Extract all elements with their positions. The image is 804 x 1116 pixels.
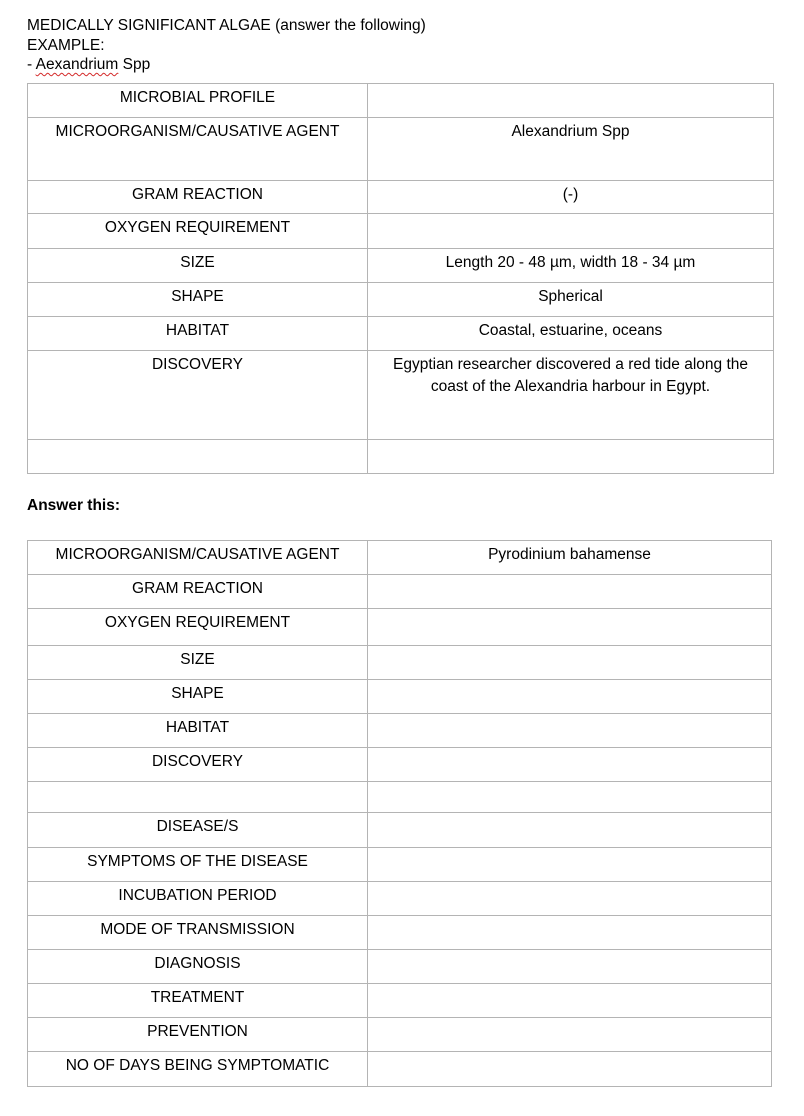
row-value[interactable]: [368, 1052, 772, 1087]
document-header: [27, 16, 426, 75]
table-row: [28, 646, 772, 680]
table-row: [28, 882, 772, 916]
row-label: SYMPTOMS OF THE DISEASE: [28, 848, 368, 882]
table-row: [28, 84, 774, 118]
table-row: [28, 714, 772, 748]
row-value[interactable]: Alexandrium Spp: [368, 118, 774, 181]
row-value[interactable]: [368, 813, 772, 848]
table-row: [28, 609, 772, 646]
row-value[interactable]: Pyrodinium bahamense: [368, 541, 772, 575]
example-organism-name: Aexandrium: [35, 56, 119, 73]
row-label: DISCOVERY: [28, 351, 368, 440]
row-label: OXYGEN REQUIREMENT: [28, 609, 368, 646]
table-row: [28, 984, 772, 1018]
row-label: INCUBATION PERIOD: [28, 882, 368, 916]
document-title: MEDICALLY SIGNIFICANT ALGAE (answer the following): [27, 17, 426, 34]
row-label: MICROORGANISM/CAUSATIVE AGENT: [28, 118, 368, 181]
row-value[interactable]: Length 20 - 48 µm, width 18 - 34 µm: [368, 249, 774, 283]
row-label: MODE OF TRANSMISSION: [28, 916, 368, 950]
row-value[interactable]: Egyptian researcher discovered a red tide along the coast of the Alexandria harbour in Egypt.: [368, 351, 774, 440]
row-label: TREATMENT: [28, 984, 368, 1018]
table-row: [28, 950, 772, 984]
row-value[interactable]: (-): [368, 181, 774, 214]
row-label: [28, 782, 368, 813]
answer-profile-table: [27, 540, 772, 1087]
table-row: [28, 848, 772, 882]
row-value[interactable]: [368, 714, 772, 748]
row-label: PREVENTION: [28, 1018, 368, 1052]
table-row: [28, 748, 772, 782]
row-value[interactable]: [368, 646, 772, 680]
row-label: [28, 440, 368, 474]
row-label: NO OF DAYS BEING SYMPTOMATIC: [28, 1052, 368, 1087]
row-label: GRAM REACTION: [28, 575, 368, 609]
table-row: [28, 118, 774, 181]
row-label: SHAPE: [28, 283, 368, 317]
row-value[interactable]: [368, 214, 774, 249]
row-label: SIZE: [28, 646, 368, 680]
table-row: [28, 1018, 772, 1052]
row-label: MICROORGANISM/CAUSATIVE AGENT: [28, 541, 368, 575]
row-value[interactable]: Spherical: [368, 283, 774, 317]
row-label: MICROBIAL PROFILE: [28, 84, 368, 118]
table-row: [28, 214, 774, 249]
row-value[interactable]: [368, 84, 774, 118]
row-value[interactable]: [368, 882, 772, 916]
row-value[interactable]: [368, 1018, 772, 1052]
row-label: HABITAT: [28, 714, 368, 748]
row-value[interactable]: [368, 609, 772, 646]
row-label: DISCOVERY: [28, 748, 368, 782]
row-label: OXYGEN REQUIREMENT: [28, 214, 368, 249]
table-row: [28, 317, 774, 351]
row-label: DIAGNOSIS: [28, 950, 368, 984]
row-label: SHAPE: [28, 680, 368, 714]
example-label: EXAMPLE:: [27, 36, 105, 54]
table-row: [28, 283, 774, 317]
row-value[interactable]: [368, 984, 772, 1018]
row-value[interactable]: [368, 782, 772, 813]
example-organism-suffix: Spp: [118, 56, 151, 73]
row-label: GRAM REACTION: [28, 181, 368, 214]
table-row: [28, 181, 774, 214]
table-row: [28, 575, 772, 609]
table-row: [28, 813, 772, 848]
row-label: HABITAT: [28, 317, 368, 351]
table-row: [28, 680, 772, 714]
row-label: SIZE: [28, 249, 368, 283]
example-dash: -: [27, 56, 36, 73]
row-value[interactable]: [368, 575, 772, 609]
row-value[interactable]: [368, 848, 772, 882]
row-label: DISEASE/S: [28, 813, 368, 848]
row-value[interactable]: [368, 680, 772, 714]
table-row: [28, 1052, 772, 1087]
answer-this-label: Answer this:: [27, 497, 121, 514]
row-value[interactable]: [368, 950, 772, 984]
table-row: [28, 916, 772, 950]
row-value[interactable]: Coastal, estuarine, oceans: [368, 317, 774, 351]
table-row: [28, 249, 774, 283]
table-row: [28, 440, 774, 474]
row-value[interactable]: [368, 440, 774, 474]
table-row: [28, 351, 774, 440]
row-value[interactable]: [368, 748, 772, 782]
example-profile-table: [27, 83, 774, 474]
example-organism-line: [27, 55, 426, 75]
table-row: [28, 782, 772, 813]
row-value[interactable]: [368, 916, 772, 950]
table-row: [28, 541, 772, 575]
